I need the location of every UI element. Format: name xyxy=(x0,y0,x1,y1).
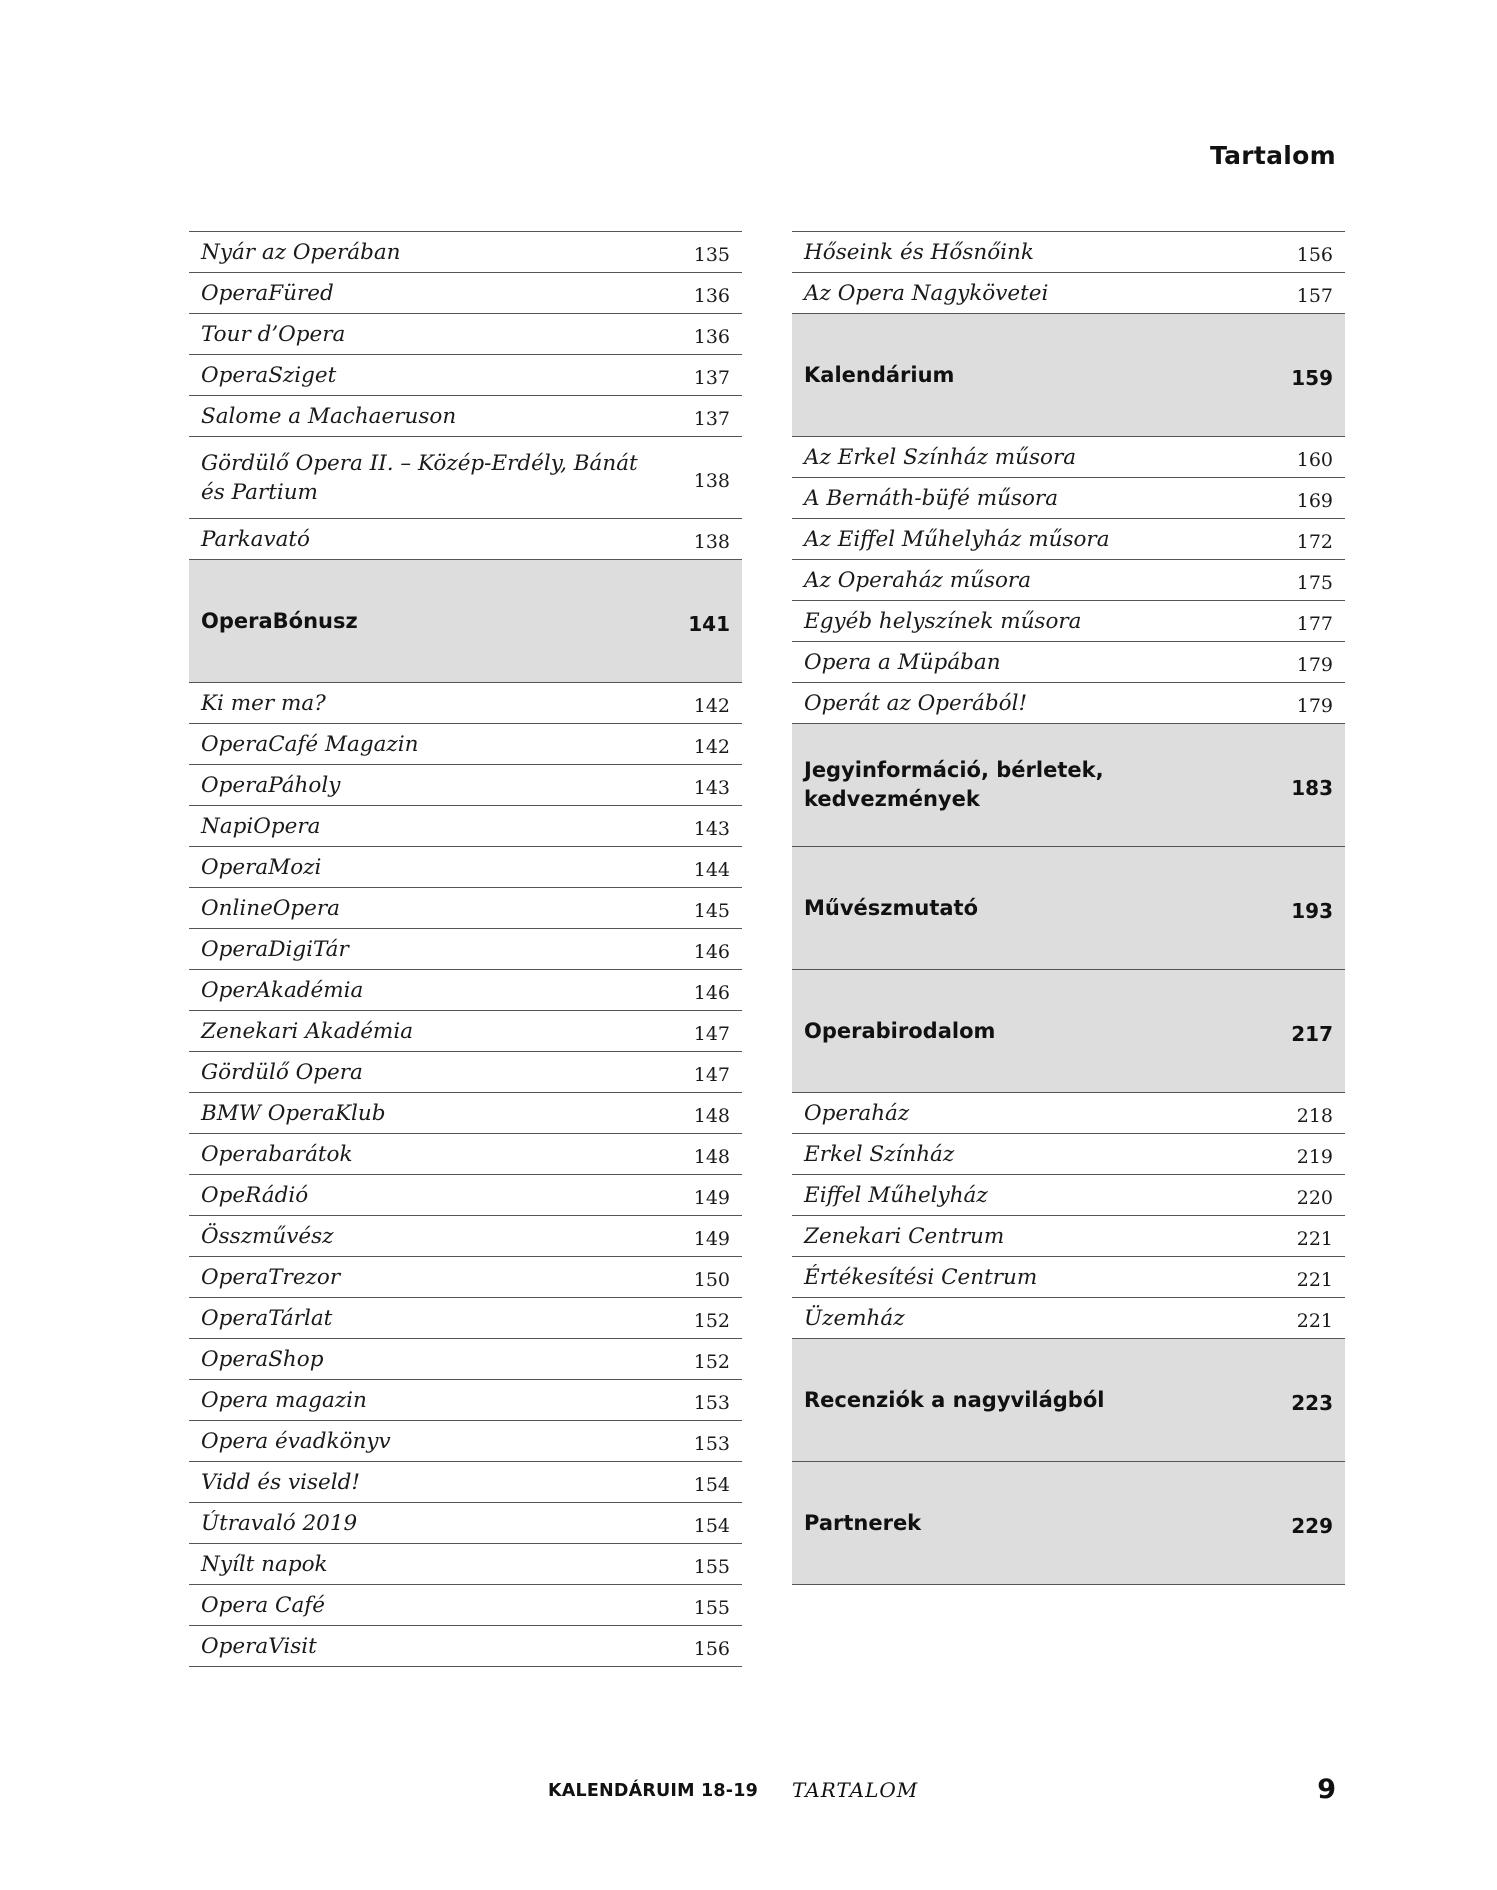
toc-page-number: 175 xyxy=(1296,572,1333,594)
toc-entry-row[interactable] xyxy=(189,969,742,1010)
toc-section-title: Operabirodalom xyxy=(804,1018,996,1043)
toc-entry-row[interactable] xyxy=(189,1174,742,1215)
toc-page-number: 145 xyxy=(693,900,730,922)
toc-entry-row[interactable] xyxy=(792,436,1345,477)
toc-entry-title: Az Eiffel Műhelyház műsora xyxy=(804,526,1110,552)
toc-entry-title: OperaDigiTár xyxy=(201,936,349,962)
toc-page-number: 221 xyxy=(1296,1310,1333,1332)
toc-page-number: 179 xyxy=(1296,654,1333,676)
toc-page-number: 219 xyxy=(1296,1146,1333,1168)
toc-entry-row[interactable] xyxy=(792,272,1345,313)
toc-entry-title: Az Erkel Színház műsora xyxy=(804,444,1077,470)
toc-entry-title: Hőseink és Hősnőink xyxy=(804,239,1034,265)
toc-page-number: 155 xyxy=(693,1597,730,1619)
footer-section: TARTALOM xyxy=(792,1778,919,1802)
toc-page-number: 152 xyxy=(693,1310,730,1332)
toc-section-row[interactable] xyxy=(792,313,1345,436)
toc-entry-row[interactable] xyxy=(189,1215,742,1256)
toc-section-title: Művészmutató xyxy=(804,895,979,920)
toc-entry-title: Operaház xyxy=(804,1100,910,1126)
toc-entry-row[interactable] xyxy=(189,313,742,354)
toc-entry-title: OperaTrezor xyxy=(201,1264,341,1290)
toc-entry-title: Eiffel Műhelyház xyxy=(804,1182,988,1208)
toc-page-number: 172 xyxy=(1296,531,1333,553)
toc-page-number: 193 xyxy=(1291,899,1333,923)
toc-entry-title: Opera évadkönyv xyxy=(201,1428,391,1454)
toc-entry-row[interactable] xyxy=(189,682,742,723)
toc-section-title: Jegyinformáció, bérletek, kedvezmények xyxy=(804,758,1104,811)
toc-entry-title: A Bernáth-büfé műsora xyxy=(804,485,1059,511)
toc-entry-title: Ki mer ma? xyxy=(201,690,326,716)
toc-entry-title: OperaSziget xyxy=(201,362,337,388)
toc-entry-title: Opera a Müpában xyxy=(804,649,1001,675)
toc-page-number: 154 xyxy=(693,1515,730,1537)
toc-page-number: 138 xyxy=(693,469,730,492)
toc-entry-row[interactable] xyxy=(792,600,1345,641)
toc-entry-row[interactable] xyxy=(189,928,742,969)
toc-page-number: 154 xyxy=(693,1474,730,1496)
toc-page-number: 147 xyxy=(693,1023,730,1045)
toc-page-number: 153 xyxy=(693,1392,730,1414)
toc-entry-row[interactable] xyxy=(189,1625,742,1666)
toc-entry-row[interactable] xyxy=(189,1297,742,1338)
toc-page-number: 136 xyxy=(693,326,730,348)
toc-page-number: 138 xyxy=(693,531,730,553)
toc-page-number: 142 xyxy=(693,736,730,758)
toc-section-row[interactable] xyxy=(792,846,1345,969)
toc-entry-row[interactable] xyxy=(189,1461,742,1502)
toc-entry-title: Üzemház xyxy=(804,1305,905,1331)
toc-page-number: 150 xyxy=(693,1269,730,1291)
toc-entry-row[interactable] xyxy=(189,1379,742,1420)
toc-page-number: 137 xyxy=(693,408,730,430)
toc-column-end-rule xyxy=(792,1584,1345,1585)
toc-entry-row[interactable] xyxy=(189,1543,742,1584)
toc-entry-title: Az Operaház műsora xyxy=(804,567,1032,593)
toc-page-number: 146 xyxy=(693,941,730,963)
toc-section-title: OperaBónusz xyxy=(201,608,358,633)
toc-page-number: 156 xyxy=(1296,244,1333,266)
toc-entry-row[interactable] xyxy=(189,1010,742,1051)
toc-entry-title: Operát az Operából! xyxy=(804,690,1028,716)
toc-entry-title: Egyéb helyszínek műsora xyxy=(804,608,1082,634)
toc-section-title: Recenziók a nagyvilágból xyxy=(804,1387,1105,1412)
toc-entry-row[interactable] xyxy=(189,887,742,928)
toc-page-number: 136 xyxy=(693,285,730,307)
toc-page-number: 143 xyxy=(693,818,730,840)
toc-entry-title: Zenekari Akadémia xyxy=(201,1018,414,1044)
toc-page-number: 141 xyxy=(688,612,730,636)
toc-page-number: 156 xyxy=(693,1638,730,1660)
toc-entry-row[interactable] xyxy=(792,641,1345,682)
toc-page-number: 220 xyxy=(1296,1187,1333,1209)
toc-entry-row[interactable] xyxy=(792,231,1345,272)
toc-entry-title: Operabarátok xyxy=(201,1141,353,1167)
toc-entry-title: OperaPáholy xyxy=(201,772,341,798)
toc-column-end-rule xyxy=(189,1666,742,1667)
toc-entry-row[interactable] xyxy=(189,805,742,846)
toc-entry-title: OpeRádió xyxy=(201,1182,309,1208)
toc-entry-row[interactable] xyxy=(189,354,742,395)
toc-entry-title: Parkavató xyxy=(201,526,310,552)
toc-entry-row[interactable] xyxy=(792,477,1345,518)
toc-page-number: 217 xyxy=(1291,1022,1333,1046)
toc-entry-row[interactable] xyxy=(792,518,1345,559)
toc-entry-title: Erkel Színház xyxy=(804,1141,955,1167)
toc-entry-title: Zenekari Centrum xyxy=(804,1223,1005,1249)
toc-entry-title: Értékesítési Centrum xyxy=(804,1264,1038,1290)
toc-entry-row[interactable] xyxy=(189,395,742,436)
toc-entry-title: OperaTárlat xyxy=(201,1305,333,1331)
footer-publication: KALENDÁRUIM 18-19 xyxy=(548,1781,758,1801)
toc-page-number: 153 xyxy=(693,1433,730,1455)
toc-entry-row[interactable] xyxy=(189,1133,742,1174)
toc-entry-row[interactable] xyxy=(792,1092,1345,1133)
toc-page-number: 160 xyxy=(1296,449,1333,471)
toc-page-number: 221 xyxy=(1296,1269,1333,1291)
toc-entry-title: Összművész xyxy=(201,1223,334,1249)
toc-section-row[interactable] xyxy=(792,969,1345,1092)
toc-page-number: 179 xyxy=(1296,695,1333,717)
toc-section-title: Partnerek xyxy=(804,1510,922,1535)
footer-page-number: 9 xyxy=(1317,1774,1336,1805)
toc-page-number: 144 xyxy=(693,859,730,881)
toc-entry-row[interactable] xyxy=(189,764,742,805)
toc-page-number: 135 xyxy=(693,244,730,266)
toc-entry-row[interactable] xyxy=(189,1051,742,1092)
toc-page-number: 159 xyxy=(1291,366,1333,390)
toc-page-number: 177 xyxy=(1296,613,1333,635)
toc-entry-title: NapiOpera xyxy=(201,813,321,839)
toc-page-number: 229 xyxy=(1291,1514,1333,1538)
toc-entry-title: Nyár az Operában xyxy=(201,239,401,265)
toc-entry-row[interactable] xyxy=(189,1092,742,1133)
toc-entry-title: Salome a Machaeruson xyxy=(201,403,457,429)
toc-page-number: 152 xyxy=(693,1351,730,1373)
toc-page-number: 223 xyxy=(1291,1391,1333,1415)
toc-entry-title: OperaCafé Magazin xyxy=(201,731,419,757)
toc-entry-title: OperaMozi xyxy=(201,854,322,880)
toc-page-number: 137 xyxy=(693,367,730,389)
toc-entry-row[interactable] xyxy=(792,1174,1345,1215)
toc-entry-title: Gördülő Opera II. – Közép-Erdély, Bánát és Partium xyxy=(201,450,638,505)
toc-entry-title: BMW OperaKlub xyxy=(201,1100,386,1126)
toc-page-number: 147 xyxy=(693,1064,730,1086)
toc-entry-title: Opera Café xyxy=(201,1592,325,1618)
toc-entry-row[interactable] xyxy=(792,1256,1345,1297)
toc-entry-row[interactable] xyxy=(189,1420,742,1461)
toc-page-number: 218 xyxy=(1296,1105,1333,1127)
toc-entry-row[interactable] xyxy=(189,436,742,518)
toc-page-number: 157 xyxy=(1296,285,1333,307)
toc-section-title: Kalendárium xyxy=(804,362,955,387)
toc-entry-row[interactable] xyxy=(189,723,742,764)
toc-entry-title: Útravaló 2019 xyxy=(201,1510,358,1536)
toc-page-number: 221 xyxy=(1296,1228,1333,1250)
toc-page-number: 155 xyxy=(693,1556,730,1578)
toc-entry-title: Opera magazin xyxy=(201,1387,367,1413)
toc-entry-title: OperaFüred xyxy=(201,280,334,306)
toc-page-number: 169 xyxy=(1296,490,1333,512)
toc-page-number: 149 xyxy=(693,1187,730,1209)
toc-entry-title: Az Opera Nagykövetei xyxy=(804,280,1049,306)
toc-entry-row[interactable] xyxy=(189,518,742,559)
toc-entry-row[interactable] xyxy=(189,1338,742,1379)
toc-entry-row[interactable] xyxy=(189,1584,742,1625)
toc-section-row[interactable] xyxy=(792,1338,1345,1461)
toc-entry-title: Nyílt napok xyxy=(201,1551,328,1577)
toc-entry-row[interactable] xyxy=(189,272,742,313)
toc-section-row[interactable] xyxy=(189,559,742,682)
toc-page-number: 143 xyxy=(693,777,730,799)
toc-entry-row[interactable] xyxy=(189,1502,742,1543)
toc-entry-row[interactable] xyxy=(189,231,742,272)
toc-entry-row[interactable] xyxy=(189,1256,742,1297)
toc-entry-row[interactable] xyxy=(792,1297,1345,1338)
toc-section-row[interactable] xyxy=(792,723,1345,846)
toc-entry-row[interactable] xyxy=(792,682,1345,723)
toc-entry-row[interactable] xyxy=(792,1133,1345,1174)
toc-entry-title: OnlineOpera xyxy=(201,895,341,921)
toc-entry-title: OperaVisit xyxy=(201,1633,317,1659)
toc-page-number: 149 xyxy=(693,1228,730,1250)
toc-section-row[interactable] xyxy=(792,1461,1345,1584)
toc-page-number: 148 xyxy=(693,1105,730,1127)
toc-entry-row[interactable] xyxy=(189,846,742,887)
toc-page-number: 183 xyxy=(1291,776,1333,800)
toc-entry-row[interactable] xyxy=(792,1215,1345,1256)
toc-left-column xyxy=(189,231,742,1667)
page-title: Tartalom xyxy=(1209,141,1336,170)
toc-entry-row[interactable] xyxy=(792,559,1345,600)
toc-entry-title: Gördülő Opera xyxy=(201,1059,363,1085)
toc-page-number: 142 xyxy=(693,695,730,717)
toc-entry-title: OperAkadémia xyxy=(201,977,364,1003)
toc-page-number: 148 xyxy=(693,1146,730,1168)
toc-entry-title: Tour d’Opera xyxy=(201,321,346,347)
toc-page-number: 146 xyxy=(693,982,730,1004)
toc-entry-title: Vidd és viseld! xyxy=(201,1469,361,1495)
toc-entry-title: OperaShop xyxy=(201,1346,324,1372)
toc-right-column xyxy=(792,231,1345,1585)
